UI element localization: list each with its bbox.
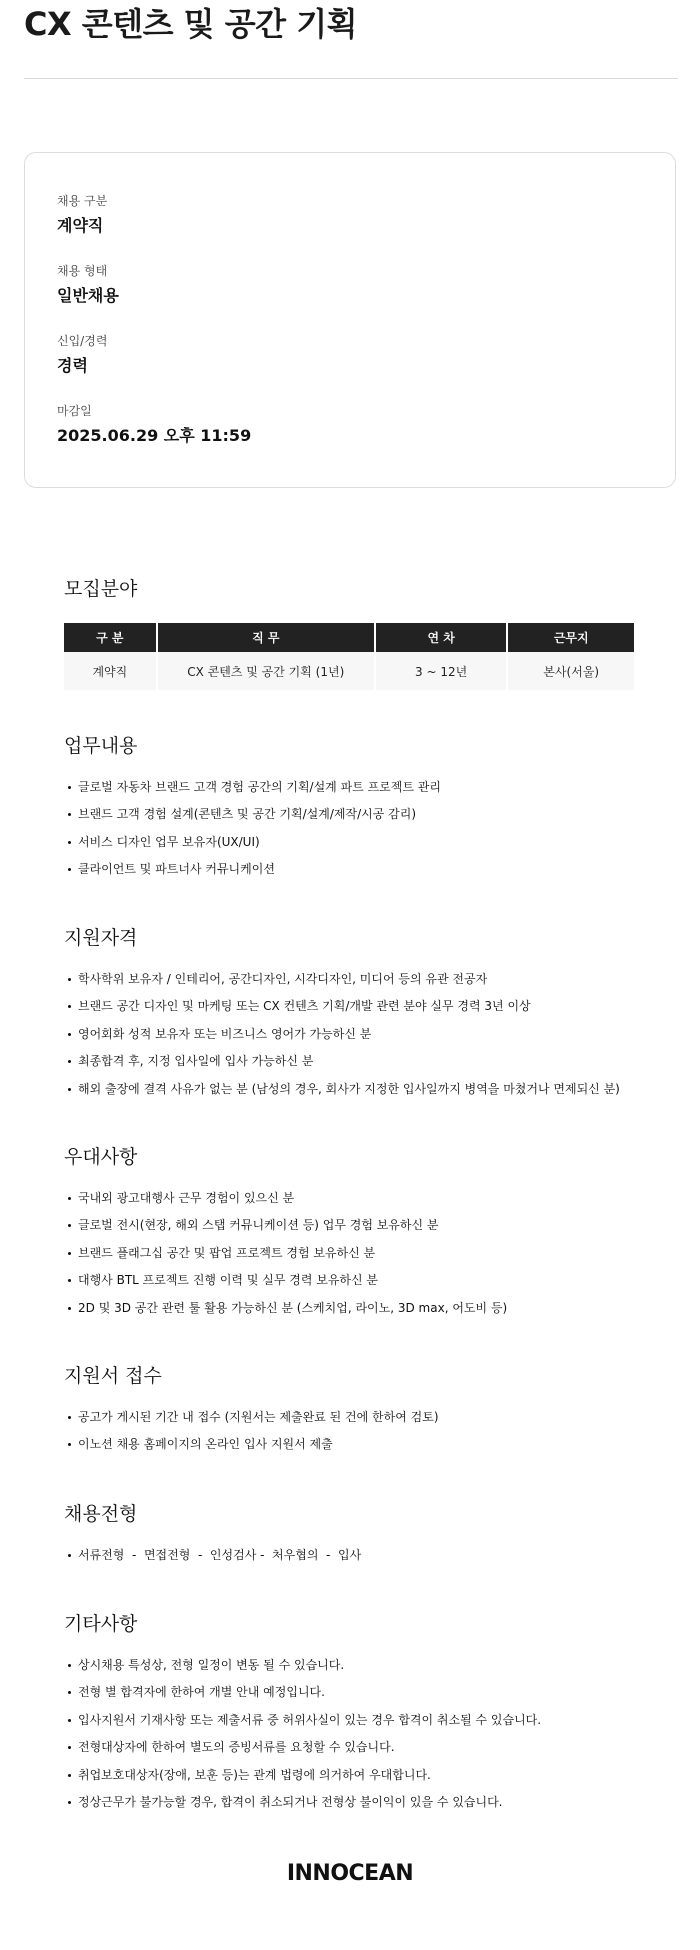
- etc-heading: 기타사항: [64, 1613, 138, 1635]
- etc-list: [66, 1652, 541, 1816]
- list-item: 전형 별 합격자에 한하여 개별 안내 예정입니다.: [66, 1679, 541, 1706]
- table-header-job: 직 무: [158, 623, 374, 652]
- list-item: 학사학위 보유자 / 인테리어, 공간디자인, 시각디자인, 미디어 등의 유관 전공자: [66, 966, 620, 993]
- job-summary-card: [24, 152, 676, 488]
- table-cell-years: 3 ~ 12년: [376, 652, 507, 690]
- list-item: 정상근무가 불가능할 경우, 합격이 취소되거나 전형상 불이익이 있을 수 있습니다.: [66, 1789, 541, 1816]
- deadline-value: 2025.06.29 오후 11:59: [57, 426, 252, 445]
- list-item: 입사지원서 기재사항 또는 제출서류 중 허위사실이 있는 경우 합격이 취소될 수 있습니다.: [66, 1707, 541, 1734]
- list-item: 2D 및 3D 공간 관련 툴 활용 가능하신 분 (스케치업, 라이노, 3D max, 어도비 등): [66, 1295, 507, 1322]
- qualifications-list: [66, 966, 620, 1103]
- list-item: 최종합격 후, 지정 입사일에 입사 가능하신 분: [66, 1048, 620, 1075]
- title-divider: [24, 78, 678, 79]
- duties-heading: 업무내용: [64, 735, 138, 757]
- recruit-field-table: [62, 623, 636, 690]
- list-item: 상시채용 특성상, 전형 일정이 변동 될 수 있습니다.: [66, 1652, 541, 1679]
- experience-level-label: 신입/경력: [57, 334, 108, 348]
- list-item: 클라이언트 및 파트너사 커뮤니케이션: [66, 856, 441, 883]
- application-list: [66, 1404, 439, 1459]
- list-item: 브랜드 공간 디자인 및 마케팅 또는 CX 컨텐츠 기획/개발 관련 분야 실무 경력 3년 이상: [66, 993, 620, 1020]
- list-item: 글로벌 전시(현장, 해외 스탭 커뮤니케이션 등) 업무 경험 보유하신 분: [66, 1212, 507, 1239]
- list-item: 전형대상자에 한하여 별도의 증빙서류를 요청할 수 있습니다.: [66, 1734, 541, 1761]
- list-item: 국내외 광고대행사 근무 경험이 있으신 분: [66, 1185, 507, 1212]
- table-header-years: 연 차: [376, 623, 507, 652]
- preferred-list: [66, 1185, 507, 1322]
- table-header-category: 구 분: [64, 623, 156, 652]
- list-item: 공고가 게시된 기간 내 접수 (지원서는 제출완료 된 건에 한하여 검토): [66, 1404, 439, 1431]
- innocean-logo: INNOCEAN: [286, 1861, 414, 1886]
- table-cell-location: 본사(서울): [508, 652, 634, 690]
- deadline-label: 마감일: [57, 404, 92, 418]
- list-item: 브랜드 플래그십 공간 및 팝업 프로젝트 경험 보유하신 분: [66, 1240, 507, 1267]
- list-item: 이노션 채용 홈페이지의 온라인 입사 지원서 제출: [66, 1431, 439, 1458]
- table-header-location: 근무지: [508, 623, 634, 652]
- recruit-field-heading: 모집분야: [64, 578, 138, 600]
- table-header-row: [64, 623, 634, 652]
- table-cell-job: CX 콘텐츠 및 공간 기획 (1년): [158, 652, 374, 690]
- page-title: CX 콘텐츠 및 공간 기획: [24, 5, 358, 43]
- employment-type-label: 채용 형태: [57, 264, 108, 278]
- employment-type-value: 일반채용: [57, 286, 119, 305]
- employment-category-label: 채용 구분: [57, 194, 108, 208]
- list-item: 서류전형 - 면접전형 - 인성검사 - 처우협의 - 입사: [66, 1542, 361, 1569]
- process-heading: 채용전형: [64, 1503, 138, 1525]
- duties-list: [66, 774, 441, 884]
- list-item: 서비스 디자인 업무 보유자(UX/UI): [66, 829, 441, 856]
- list-item: 대행사 BTL 프로젝트 진행 이력 및 실무 경력 보유하신 분: [66, 1267, 507, 1294]
- list-item: 브랜드 고객 경험 설계(콘텐츠 및 공간 기획/설계/제작/시공 감리): [66, 801, 441, 828]
- table-cell-category: 계약직: [64, 652, 156, 690]
- employment-category-value: 계약직: [57, 216, 104, 235]
- list-item: 글로벌 자동차 브랜드 고객 경험 공간의 기획/설계 파트 프로젝트 관리: [66, 774, 441, 801]
- list-item: 영어회화 성적 보유자 또는 비즈니스 영어가 가능하신 분: [66, 1021, 620, 1048]
- list-item: 취업보호대상자(장애, 보훈 등)는 관계 법령에 의거하여 우대합니다.: [66, 1762, 541, 1789]
- list-item: 해외 출장에 결격 사유가 없는 분 (남성의 경우, 회사가 지정한 입사일까지 병역을 마쳤거나 면제되신 분): [66, 1076, 620, 1103]
- table-row: [64, 652, 634, 690]
- experience-level-value: 경력: [57, 356, 88, 375]
- qualifications-heading: 지원자격: [64, 927, 138, 949]
- preferred-heading: 우대사항: [64, 1146, 138, 1168]
- process-list: [66, 1542, 361, 1569]
- application-heading: 지원서 접수: [64, 1365, 162, 1387]
